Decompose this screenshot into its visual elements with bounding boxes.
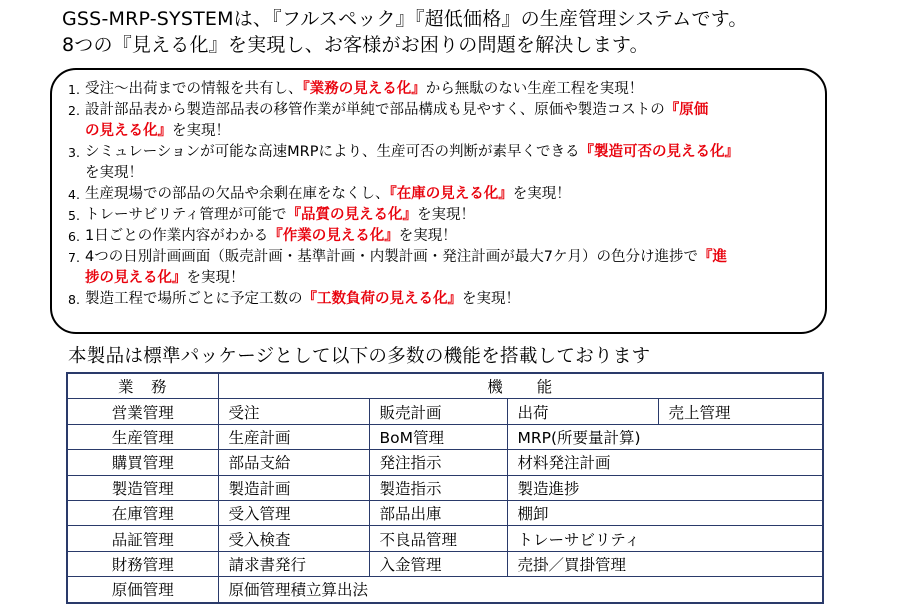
feature-text: 生産現場での部品の欠品や余剰在庫をなくし、『在庫の見える化』を実現！ — [85, 186, 571, 202]
function-cell: 受注 — [218, 399, 369, 424]
feature-item — [68, 100, 815, 142]
feature-text: 製造工程で場所ごとに予定工数の『工数負荷の見える化』を実現！ — [85, 291, 520, 307]
function-cell: 製造計画 — [218, 475, 369, 500]
feature-item — [68, 289, 815, 310]
function-cell: 材料発注計画 — [507, 450, 823, 475]
feature-number: 4. — [68, 187, 80, 202]
function-cell: 生産計画 — [218, 424, 369, 449]
feature-text: 受注～出荷までの情報を共有し、『業務の見える化』から無駄のない生産工程を実現！ — [85, 81, 644, 97]
business-category-cell: 財務管理 — [67, 551, 218, 576]
table-row — [67, 424, 823, 449]
table-row — [67, 475, 823, 500]
feature-highlight: の見える化』 — [85, 123, 172, 139]
feature-item — [68, 142, 815, 184]
table-header-row — [67, 373, 823, 399]
function-cell: 受入検査 — [218, 526, 369, 551]
function-cell: 部品出庫 — [369, 500, 507, 525]
feature-number: 1. — [68, 82, 80, 97]
function-cell: 棚卸 — [507, 500, 823, 525]
features-box — [50, 68, 827, 334]
function-cell: トレーサビリティ — [507, 526, 823, 551]
feature-highlight: 『作業の見える化』 — [268, 228, 399, 244]
function-cell: 不良品管理 — [369, 526, 507, 551]
feature-highlight: 『製造可否の見える化』 — [579, 144, 739, 160]
intro — [62, 6, 748, 58]
feature-number: 2. — [68, 103, 80, 118]
function-cell: 発注指示 — [369, 450, 507, 475]
business-category-cell: 原価管理 — [67, 577, 218, 603]
feature-item — [68, 184, 815, 205]
table-row — [67, 500, 823, 525]
business-category-cell: 在庫管理 — [67, 500, 218, 525]
header-function: 機 能 — [218, 373, 823, 399]
feature-highlight: 『進 — [697, 249, 727, 265]
function-cell: 売上管理 — [658, 399, 823, 424]
business-category-cell: 生産管理 — [67, 424, 218, 449]
function-cell: 製造進捗 — [507, 475, 823, 500]
feature-item — [68, 79, 815, 100]
table-row — [67, 450, 823, 475]
feature-text: シミュレーションが可能な高速MRPにより、生産可否の判断が素早くできる『製造可否の見える化』 を実現！ — [85, 144, 739, 181]
feature-text: 1日ごとの作業内容がわかる『作業の見える化』を実現！ — [85, 228, 457, 244]
feature-highlight: 『在庫の見える化』 — [389, 186, 513, 202]
feature-item — [68, 226, 815, 247]
feature-number: 5. — [68, 208, 80, 223]
function-table — [66, 372, 824, 604]
feature-list — [68, 79, 815, 310]
table-row — [67, 577, 823, 603]
function-cell: MRP(所要量計算) — [507, 424, 823, 449]
feature-number: 7. — [68, 250, 80, 265]
header-business: 業 務 — [67, 373, 218, 399]
function-cell: 製造指示 — [369, 475, 507, 500]
function-cell: 入金管理 — [369, 551, 507, 576]
feature-item — [68, 247, 815, 289]
table-row — [67, 526, 823, 551]
business-category-cell: 購買管理 — [67, 450, 218, 475]
feature-highlight: 『品質の見える化』 — [286, 207, 418, 223]
function-cell: BoM管理 — [369, 424, 507, 449]
feature-text: 設計部品表から製造部品表の移管作業が単純で部品構成も見やすく、原価や製造コストの『原価 の見える化』を実現！ — [85, 102, 709, 139]
feature-text: 4つの日別計画画面（販売計画・基準計画・内製計画・発注計画が最大7ケ月）の色分け進捗で『進 捗の見える化』を実現！ — [85, 249, 727, 286]
table-body — [67, 399, 823, 603]
feature-highlight: 捗の見える化』 — [85, 270, 187, 286]
function-cell: 売掛／買掛管理 — [507, 551, 823, 576]
function-cell: 原価管理積立算出法 — [218, 577, 823, 603]
intro-line-2: 8つの『見える化』を実現し、お客様がお困りの問題を解決します。 — [62, 34, 649, 56]
feature-number: 6. — [68, 229, 80, 244]
feature-text: トレーサビリティ管理が可能で『品質の見える化』を実現！ — [85, 207, 476, 223]
intro-line-1: GSS-MRP-SYSTEMは、『フルスペック』『超低価格』の生産管理システムです。 — [62, 8, 748, 30]
business-category-cell: 製造管理 — [67, 475, 218, 500]
business-category-cell: 品証管理 — [67, 526, 218, 551]
business-category-cell: 営業管理 — [67, 399, 218, 424]
function-cell: 出荷 — [507, 399, 658, 424]
feature-highlight: 『原価 — [664, 102, 709, 118]
section-title: 本製品は標準パッケージとして以下の多数の機能を搭載しております — [68, 346, 651, 367]
feature-number: 8. — [68, 292, 80, 307]
feature-highlight: 『業務の見える化』 — [302, 81, 426, 97]
table-row — [67, 399, 823, 424]
function-cell: 受入管理 — [218, 500, 369, 525]
table-row — [67, 551, 823, 576]
function-cell: 販売計画 — [369, 399, 507, 424]
function-cell: 請求書発行 — [218, 551, 369, 576]
feature-item — [68, 205, 815, 226]
feature-number: 3. — [68, 145, 80, 160]
function-cell: 部品支給 — [218, 450, 369, 475]
feature-highlight: 『工数負荷の見える化』 — [302, 291, 462, 307]
